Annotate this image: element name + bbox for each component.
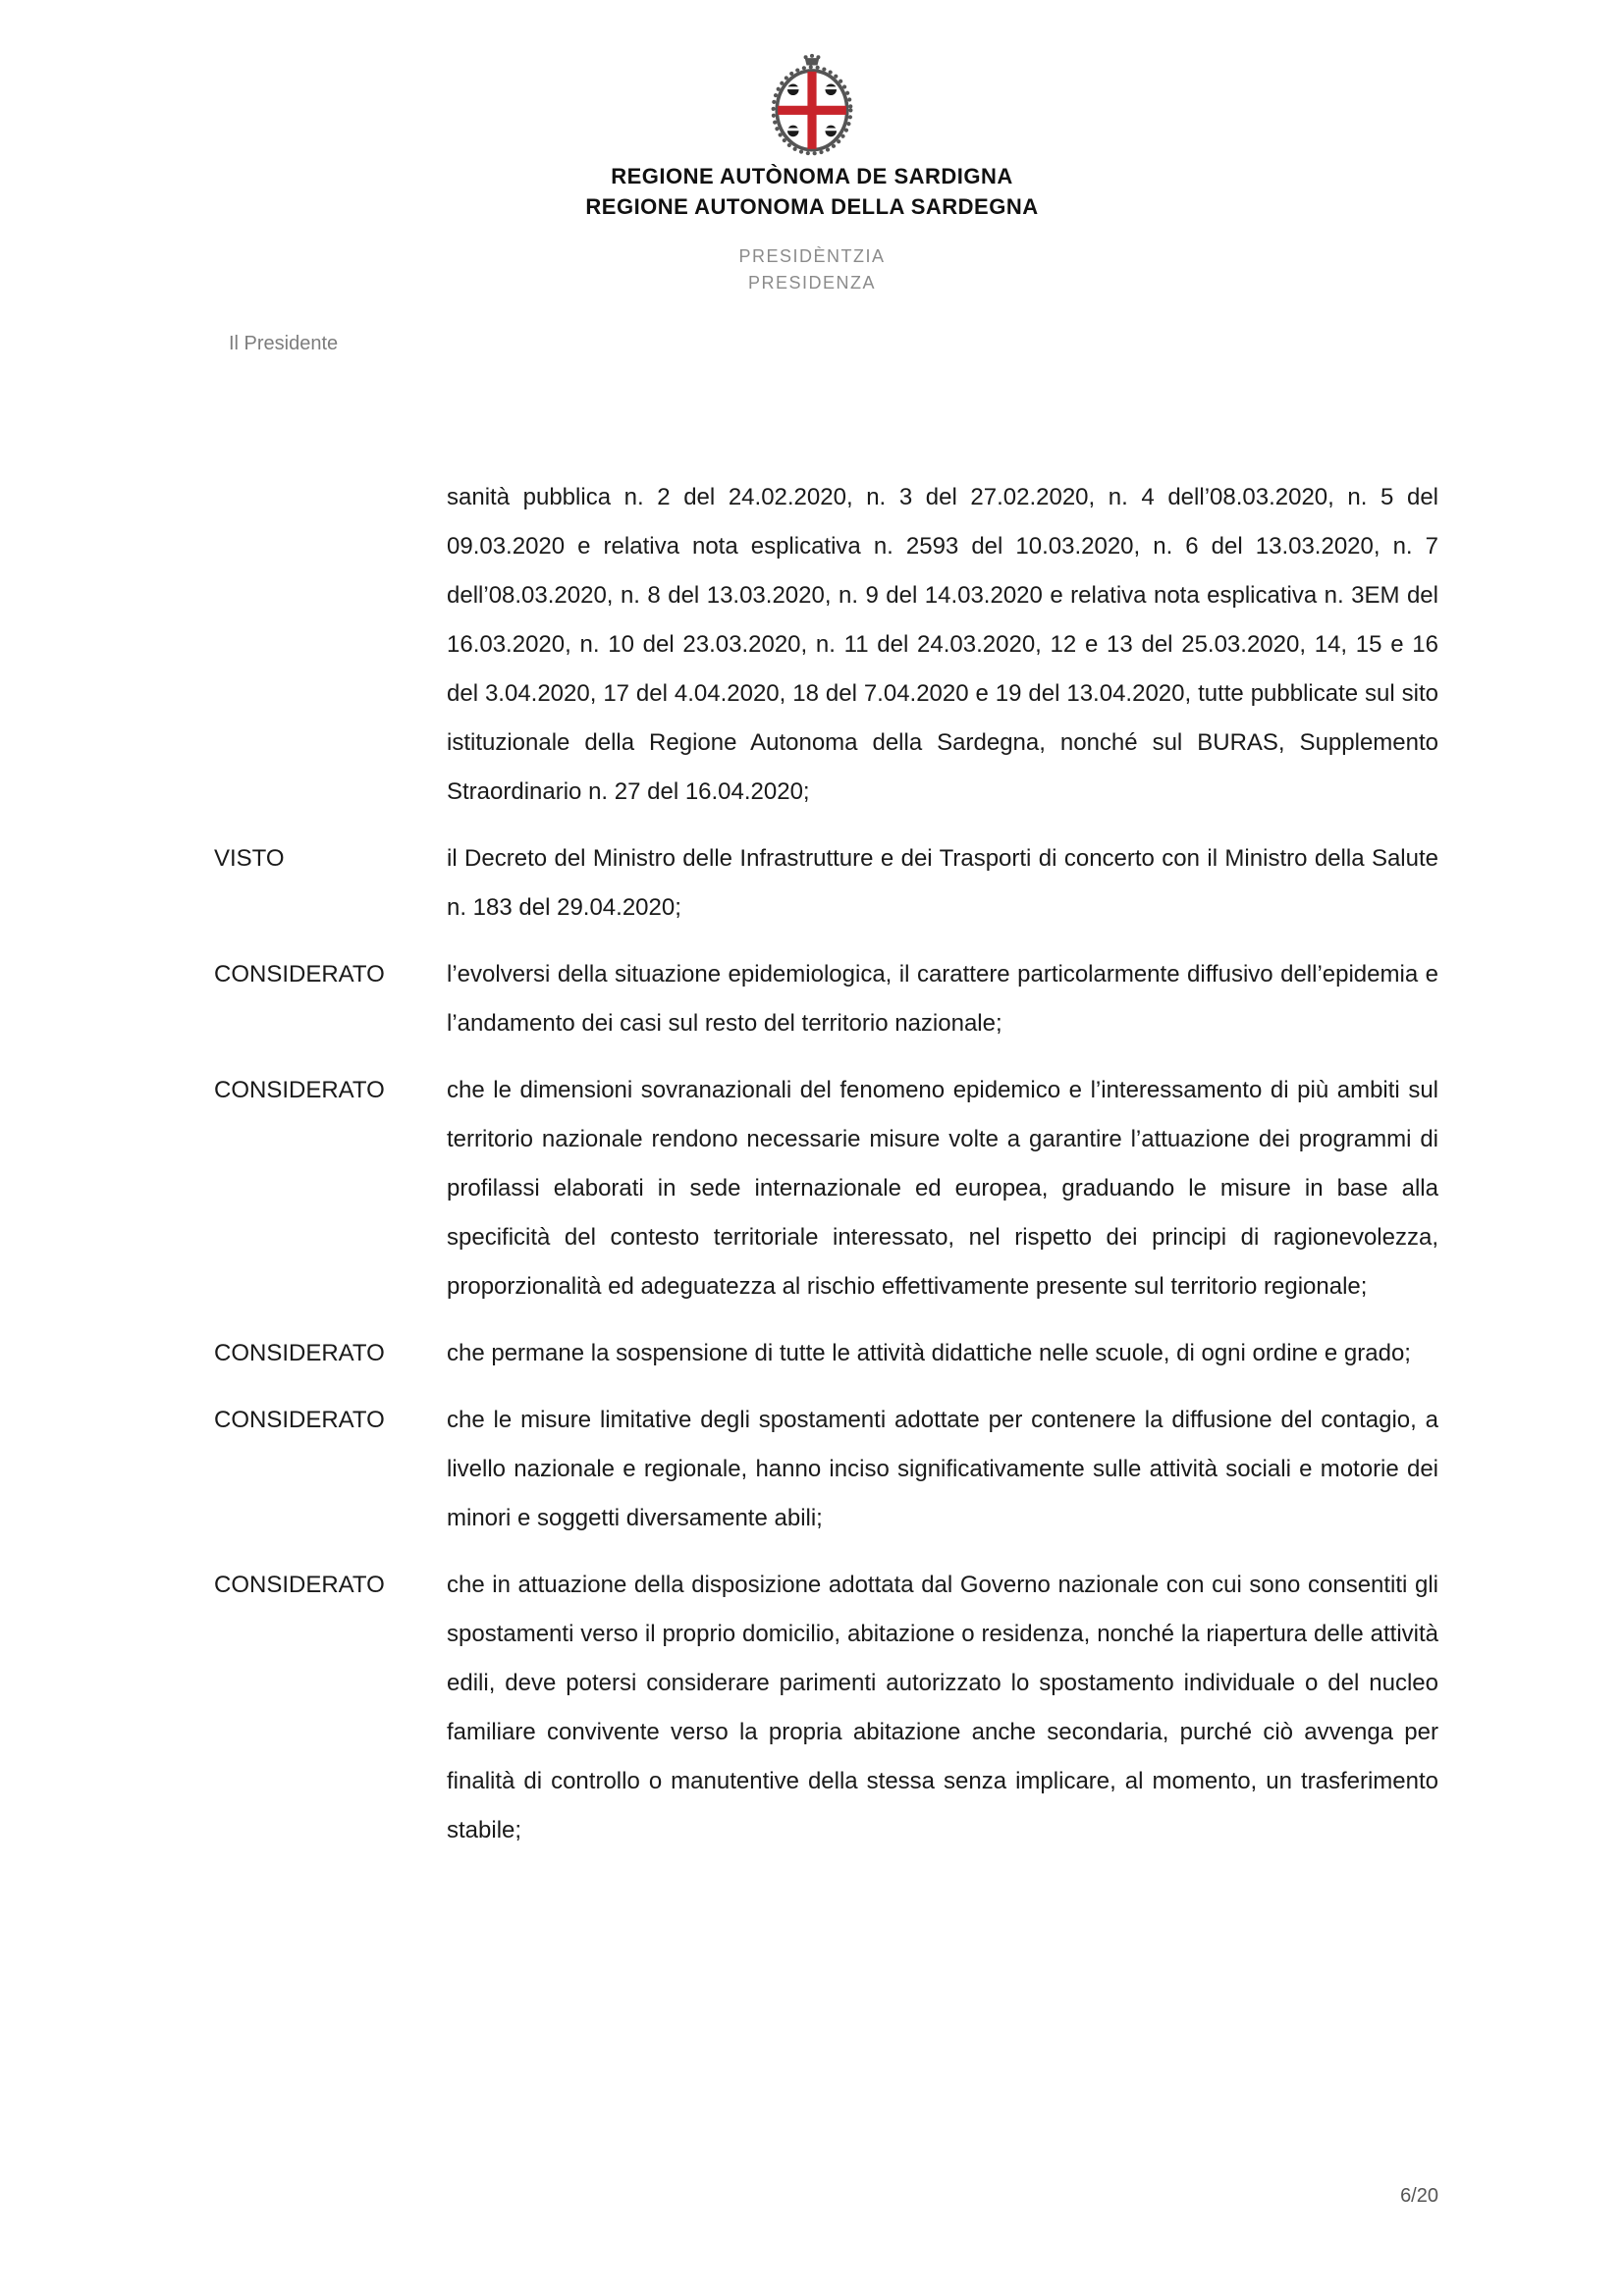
- paragraph-label: CONSIDERATO: [214, 961, 385, 988]
- presidency-block: [0, 243, 1624, 296]
- paragraph-text: che in attuazione della disposizione adottata dal Governo nazionale con cui sono consentiti gli spostamenti verso il proprio domicilio, abitazione o residenza, nonché la riapertura delle attività edili, deve potersi considerare parimenti autorizzato lo spostamento individuale o del nucleo familiare convivente verso la propria abitazione anche secondaria, purché ciò avvenga per finalità di controllo o manutentive della stessa senza implicare, al momento, un trasferimento stabile;: [447, 1572, 1438, 1843]
- document-paragraph: [214, 473, 1438, 817]
- document-paragraph: [214, 1396, 1438, 1543]
- signatory-label: Il Presidente: [229, 333, 339, 354]
- paragraph-label: CONSIDERATO: [214, 1077, 385, 1103]
- paragraph-label: CONSIDERATO: [214, 1340, 385, 1366]
- paragraph-text: il Decreto del Ministro delle Infrastrutture e dei Trasporti di concerto con il Ministro della Salute n. 183 del 29.04.2020;: [447, 845, 1438, 921]
- paragraph-text: che le dimensioni sovranazionali del fenomeno epidemico e l’interessamento di più ambiti sul territorio nazionale rendono necessarie misure volte a garantire l’attuazione dei programmi di profilassi elaborati in sede internazionale ed europea, graduando le misure in base alla specificità del contesto territoriale interessato, nel rispetto dei principi di ragionevolezza, proporzionalità ed adeguatezza al rischio effettivamente presente sul territorio regionale;: [447, 1077, 1438, 1300]
- letterhead: [0, 49, 1624, 296]
- paragraph-text: sanità pubblica n. 2 del 24.02.2020, n. 3 del 27.02.2020, n. 4 dell’08.03.2020, n. 5 del 09.03.2020 e relativa nota esplicativa n. 2593 del 10.03.2020, n. 6 del 13.03.2020, n. 7 dell’08.03.2020, n. 8 del 13.03.2020, n. 9 del 14.03.2020 e relativa nota esplicativa n. 3EM del 16.03.2020, n. 10 del 23.03.2020, n. 11 del 24.03.2020, 12 e 13 del 25.03.2020, 14, 15 e 16 del 3.04.2020, 17 del 4.04.2020, 18 del 7.04.2020 e 19 del 13.04.2020, tutte pubblicate sul sito istituzionale della Regione Autonoma della Sardegna, nonché sul BURAS, Supplemento Straordinario n. 27 del 16.04.2020;: [447, 484, 1438, 805]
- region-title-italian: REGIONE AUTONOMA DELLA SARDEGNA: [585, 194, 1039, 219]
- region-title-sardinian: REGIONE AUTÒNOMA DE SARDIGNA: [611, 164, 1013, 188]
- paragraph-text: che le misure limitative degli spostamenti adottate per contenere la diffusione del contagio, a livello nazionale e regionale, hanno inciso significativamente sulle attività sociali e motorie dei minori e soggetti diversamente abili;: [447, 1407, 1438, 1531]
- document-body: [214, 473, 1438, 1873]
- document-paragraph: [214, 1329, 1438, 1378]
- document-paragraph: [214, 834, 1438, 933]
- paragraph-label: [214, 473, 447, 817]
- paragraph-text: che permane la sospensione di tutte le attività didattiche nelle scuole, di ogni ordine e grado;: [447, 1340, 1411, 1366]
- paragraph-label: CONSIDERATO: [214, 1572, 385, 1598]
- sardinia-coat-of-arms-icon: [767, 49, 857, 157]
- document-paragraph: [214, 950, 1438, 1048]
- paragraph-text: l’evolversi della situazione epidemiologica, il carattere particolarmente diffusivo dell’epidemia e l’andamento dei casi sul resto del territorio nazionale;: [447, 961, 1438, 1037]
- presidency-sardinian: PRESIDÈNTZIA: [738, 246, 886, 266]
- paragraph-label: VISTO: [214, 845, 285, 872]
- paragraph-label: CONSIDERATO: [214, 1407, 385, 1433]
- presidency-italian: PRESIDENZA: [747, 273, 877, 293]
- document-paragraph: [214, 1561, 1438, 1855]
- page-number: 6/20: [1400, 2185, 1438, 2207]
- document-paragraph: [214, 1066, 1438, 1311]
